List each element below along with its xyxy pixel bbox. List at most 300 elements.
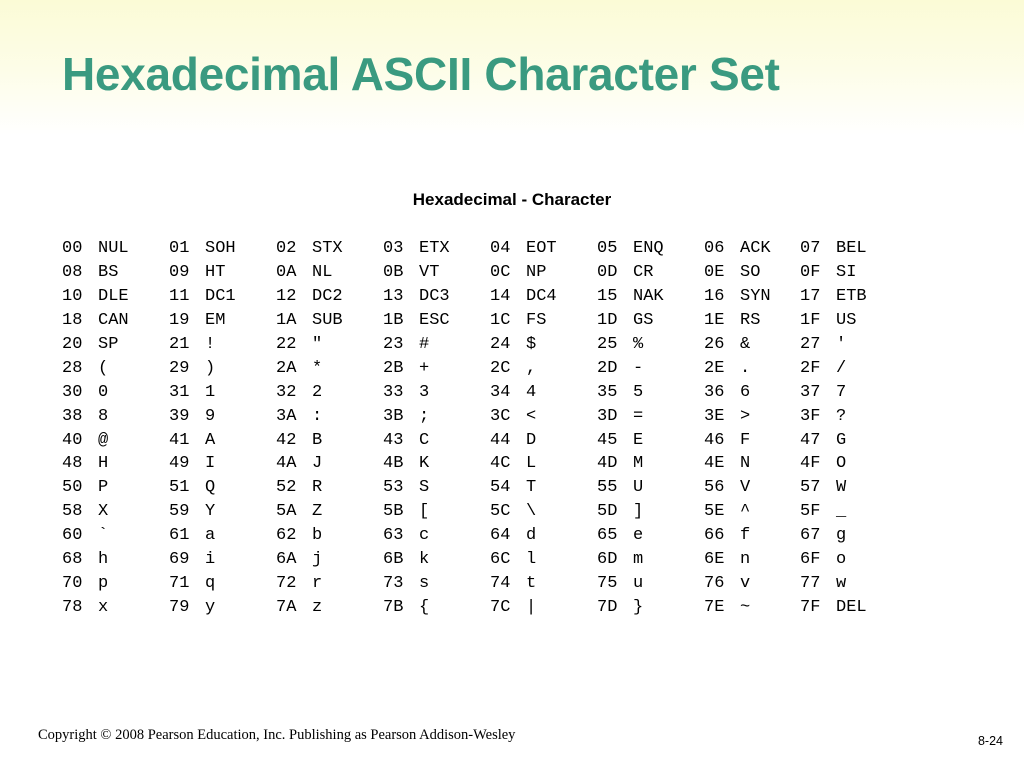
hex-code: 1D [597, 311, 618, 331]
table-cell [276, 598, 383, 617]
table-cell [62, 598, 169, 617]
hex-code: 11 [169, 287, 190, 307]
table-cell [704, 502, 800, 521]
hex-code: 58 [62, 502, 83, 522]
character: ) [205, 358, 216, 378]
character: h [98, 550, 109, 570]
character: < [526, 406, 537, 426]
table-row [62, 428, 892, 452]
table-cell [169, 311, 276, 330]
hex-code: 59 [169, 502, 190, 522]
character: o [836, 550, 847, 570]
character: x [98, 597, 109, 617]
character: { [419, 597, 430, 617]
hex-code: 00 [62, 239, 83, 259]
table-cell [800, 526, 892, 545]
character: s [419, 573, 430, 593]
table-cell [704, 526, 800, 545]
table-row [62, 571, 892, 595]
hex-code: 7A [276, 597, 297, 617]
table-cell [276, 502, 383, 521]
character: R [312, 478, 323, 498]
table-cell [276, 407, 383, 426]
character: V [740, 478, 751, 498]
hex-code: 2E [704, 358, 725, 378]
table-row [62, 524, 892, 548]
table-cell [800, 478, 892, 497]
character: NL [312, 263, 333, 283]
hex-code: 6A [276, 550, 297, 570]
table-cell [800, 502, 892, 521]
table-cell [276, 383, 383, 402]
table-cell [169, 407, 276, 426]
character: ENQ [633, 239, 664, 259]
table-cell [704, 431, 800, 450]
table-row [62, 309, 892, 333]
character: NAK [633, 287, 664, 307]
table-cell [383, 311, 490, 330]
hex-code: 05 [597, 239, 618, 259]
character: C [419, 430, 430, 450]
character: Q [205, 478, 216, 498]
hex-code: 12 [276, 287, 297, 307]
table-cell [169, 526, 276, 545]
table-cell [276, 335, 383, 354]
character: ' [836, 335, 847, 354]
character: DC1 [205, 287, 236, 307]
table-cell [490, 407, 597, 426]
table-row [62, 476, 892, 500]
table-cell [169, 335, 276, 354]
table-cell [383, 526, 490, 545]
character: I [205, 454, 216, 474]
character: u [633, 573, 644, 593]
character: ( [98, 358, 109, 378]
character: } [633, 597, 644, 617]
table-row [62, 261, 892, 285]
table-row [62, 548, 892, 572]
character: HT [205, 263, 226, 283]
table-cell [490, 287, 597, 306]
character: DC4 [526, 287, 557, 307]
character: w [836, 573, 847, 593]
table-cell [383, 263, 490, 282]
hex-code: 1C [490, 311, 511, 331]
character: y [205, 597, 216, 617]
character: [ [419, 502, 430, 522]
hex-code: 29 [169, 358, 190, 378]
table-cell [169, 598, 276, 617]
table-cell [62, 526, 169, 545]
hex-code: 46 [704, 430, 725, 450]
hex-code: 66 [704, 526, 725, 546]
table-cell [597, 407, 704, 426]
hex-code: 6B [383, 550, 404, 570]
table-cell [383, 239, 490, 258]
hex-code: 08 [62, 263, 83, 283]
character: g [836, 526, 847, 546]
hex-code: 18 [62, 311, 83, 331]
table-cell [276, 263, 383, 282]
hex-code: 51 [169, 478, 190, 498]
hex-code: 22 [276, 335, 297, 354]
table-cell [169, 239, 276, 258]
hex-code: 39 [169, 406, 190, 426]
character: Z [312, 502, 323, 522]
character: S [419, 478, 430, 498]
hex-code: 68 [62, 550, 83, 570]
hex-code: 30 [62, 382, 83, 402]
table-cell [597, 383, 704, 402]
table-cell [276, 359, 383, 378]
character: : [312, 406, 323, 426]
character: SI [836, 263, 857, 283]
hex-code: 2F [800, 358, 821, 378]
table-cell [490, 574, 597, 593]
character: 1 [205, 382, 216, 402]
character: - [633, 358, 644, 378]
table-cell [169, 383, 276, 402]
table-cell [62, 407, 169, 426]
table-cell [597, 335, 704, 354]
character: T [526, 478, 537, 498]
table-cell [169, 359, 276, 378]
hex-code: 48 [62, 454, 83, 474]
hex-code: 3A [276, 406, 297, 426]
table-heading: Hexadecimal - Character [412, 190, 612, 209]
character: 6 [740, 382, 751, 402]
table-cell [383, 478, 490, 497]
character: SO [740, 263, 761, 283]
hex-code: 44 [490, 430, 511, 450]
character: VT [419, 263, 440, 283]
hex-code: 37 [800, 382, 821, 402]
character: U [633, 478, 644, 498]
table-cell [490, 263, 597, 282]
hex-code: 47 [800, 430, 821, 450]
table-cell [62, 502, 169, 521]
hex-code: 1A [276, 311, 297, 331]
table-cell [597, 311, 704, 330]
table-cell [597, 526, 704, 545]
character: z [312, 597, 323, 617]
hex-code: 53 [383, 478, 404, 498]
hex-code: 25 [597, 335, 618, 354]
table-cell [276, 239, 383, 258]
character: ETX [419, 239, 450, 259]
hex-code: 23 [383, 335, 404, 354]
character: k [419, 550, 430, 570]
table-row [62, 333, 892, 357]
hex-code: 3F [800, 406, 821, 426]
hex-code: 72 [276, 573, 297, 593]
character: US [836, 311, 857, 331]
table-cell [276, 454, 383, 473]
hex-code: 38 [62, 406, 83, 426]
hex-code: 49 [169, 454, 190, 474]
character: SUB [312, 311, 343, 331]
table-cell [597, 598, 704, 617]
table-cell [800, 407, 892, 426]
character: STX [312, 239, 343, 259]
table-cell [62, 550, 169, 569]
table-cell [383, 287, 490, 306]
table-cell [800, 359, 892, 378]
table-cell [276, 550, 383, 569]
hex-code: 4E [704, 454, 725, 474]
character: j [312, 550, 323, 570]
hex-code: 63 [383, 526, 404, 546]
table-cell [704, 383, 800, 402]
table-cell [276, 287, 383, 306]
hex-code: 57 [800, 478, 821, 498]
character: F [740, 430, 751, 450]
hex-code: 45 [597, 430, 618, 450]
table-cell [62, 454, 169, 473]
character: / [836, 358, 847, 378]
character: , [526, 358, 537, 378]
character: c [419, 526, 430, 546]
character: SP [98, 335, 119, 354]
character: DEL [836, 597, 867, 617]
hex-code: 0F [800, 263, 821, 283]
hex-code: 4F [800, 454, 821, 474]
table-cell [62, 335, 169, 354]
hex-code: 10 [62, 287, 83, 307]
character: BEL [836, 239, 867, 259]
table-row [62, 452, 892, 476]
hex-code: 65 [597, 526, 618, 546]
character: f [740, 526, 751, 546]
table-cell [800, 550, 892, 569]
table-cell [383, 598, 490, 617]
hex-code: 31 [169, 382, 190, 402]
character: ! [205, 335, 216, 354]
hex-code: 06 [704, 239, 725, 259]
character: # [419, 335, 430, 354]
character: = [633, 406, 644, 426]
hex-code: 35 [597, 382, 618, 402]
table-cell [169, 431, 276, 450]
hex-code: 5A [276, 502, 297, 522]
hex-code: 0D [597, 263, 618, 283]
character: @ [98, 430, 109, 450]
character: Y [205, 502, 216, 522]
character: d [526, 526, 537, 546]
table-row [62, 356, 892, 380]
hex-code: 3E [704, 406, 725, 426]
character: _ [836, 502, 847, 522]
table-cell [800, 239, 892, 258]
table-cell [62, 431, 169, 450]
character: m [633, 550, 644, 570]
table-cell [62, 383, 169, 402]
table-cell [704, 311, 800, 330]
character: 0 [98, 382, 109, 402]
table-cell [597, 574, 704, 593]
character: 9 [205, 406, 216, 426]
character: B [312, 430, 323, 450]
hex-code: 7E [704, 597, 725, 617]
table-cell [490, 431, 597, 450]
character: H [98, 454, 109, 474]
table-cell [169, 550, 276, 569]
hex-code: 21 [169, 335, 190, 354]
hex-code: 07 [800, 239, 821, 259]
character: A [205, 430, 216, 450]
table-cell [62, 359, 169, 378]
character: M [633, 454, 644, 474]
table-cell [169, 263, 276, 282]
character: SYN [740, 287, 771, 307]
table-cell [169, 502, 276, 521]
hex-code: 6C [490, 550, 511, 570]
table-cell [490, 311, 597, 330]
character: GS [633, 311, 654, 331]
character: r [312, 573, 323, 593]
hex-code: 6E [704, 550, 725, 570]
hex-code: 78 [62, 597, 83, 617]
hex-code: 2C [490, 358, 511, 378]
table-cell [490, 598, 597, 617]
character: NUL [98, 239, 129, 259]
hex-code: 03 [383, 239, 404, 259]
hex-code: 5C [490, 502, 511, 522]
table-cell [704, 598, 800, 617]
character: DC2 [312, 287, 343, 307]
hex-code: 36 [704, 382, 725, 402]
character: 2 [312, 382, 323, 402]
table-cell [276, 574, 383, 593]
hex-code: 6F [800, 550, 821, 570]
table-cell [597, 239, 704, 258]
hex-code: 33 [383, 382, 404, 402]
character: \ [526, 502, 537, 522]
character: CR [633, 263, 654, 283]
character: % [633, 335, 644, 354]
hex-code: 27 [800, 335, 821, 354]
character: ETB [836, 287, 867, 307]
hex-code: 3D [597, 406, 618, 426]
character: b [312, 526, 323, 546]
footer-copyright: Copyright © 2008 Pearson Education, Inc. Publishing as Pearson Addison-Wesley [38, 727, 516, 743]
hex-code: 13 [383, 287, 404, 307]
character: DC3 [419, 287, 450, 307]
hex-code: 52 [276, 478, 297, 498]
hex-code: 77 [800, 573, 821, 593]
ascii-table [62, 237, 892, 619]
table-cell [800, 574, 892, 593]
hex-code: 1E [704, 311, 725, 331]
table-cell [704, 359, 800, 378]
hex-code: 50 [62, 478, 83, 498]
table-row [62, 285, 892, 309]
hex-code: 15 [597, 287, 618, 307]
table-cell [490, 383, 597, 402]
hex-code: 55 [597, 478, 618, 498]
table-cell [383, 550, 490, 569]
table-cell [276, 431, 383, 450]
hex-code: 4D [597, 454, 618, 474]
slide-title: Hexadecimal ASCII Character Set [62, 48, 780, 100]
character: EM [205, 311, 226, 331]
character: 7 [836, 382, 847, 402]
character: + [419, 358, 430, 378]
table-cell [383, 407, 490, 426]
character: ] [633, 502, 644, 522]
hex-code: 01 [169, 239, 190, 259]
character: E [633, 430, 644, 450]
table-cell [597, 454, 704, 473]
character: FS [526, 311, 547, 331]
table-cell [597, 478, 704, 497]
character: D [526, 430, 537, 450]
table-cell [597, 263, 704, 282]
character: W [836, 478, 847, 498]
table-cell [800, 383, 892, 402]
table-cell [800, 335, 892, 354]
hex-code: 24 [490, 335, 511, 354]
table-cell [383, 359, 490, 378]
hex-code: 1F [800, 311, 821, 331]
table-cell [704, 335, 800, 354]
character: 4 [526, 382, 537, 402]
table-row [62, 380, 892, 404]
character: SOH [205, 239, 236, 259]
table-cell [276, 311, 383, 330]
table-cell [800, 598, 892, 617]
character: NP [526, 263, 547, 283]
hex-code: 43 [383, 430, 404, 450]
table-cell [62, 311, 169, 330]
table-cell [704, 454, 800, 473]
table-cell [169, 454, 276, 473]
table-cell [62, 287, 169, 306]
hex-code: 64 [490, 526, 511, 546]
table-cell [383, 574, 490, 593]
hex-code: 79 [169, 597, 190, 617]
character: J [312, 454, 323, 474]
hex-code: 2A [276, 358, 297, 378]
character: . [740, 358, 751, 378]
character: i [205, 550, 216, 570]
table-cell [169, 574, 276, 593]
table-cell [62, 263, 169, 282]
character: X [98, 502, 109, 522]
table-cell [704, 239, 800, 258]
hex-code: 17 [800, 287, 821, 307]
hex-code: 2D [597, 358, 618, 378]
character: DLE [98, 287, 129, 307]
hex-code: 6D [597, 550, 618, 570]
table-cell [704, 574, 800, 593]
hex-code: 69 [169, 550, 190, 570]
character: q [205, 573, 216, 593]
table-cell [800, 287, 892, 306]
character: > [740, 406, 751, 426]
table-cell [490, 478, 597, 497]
table-cell [704, 478, 800, 497]
hex-code: 5D [597, 502, 618, 522]
character: $ [526, 335, 537, 354]
table-cell [704, 407, 800, 426]
character: p [98, 573, 109, 593]
character: ; [419, 406, 430, 426]
table-cell [383, 335, 490, 354]
table-cell [383, 454, 490, 473]
hex-code: 1B [383, 311, 404, 331]
hex-code: 04 [490, 239, 511, 259]
